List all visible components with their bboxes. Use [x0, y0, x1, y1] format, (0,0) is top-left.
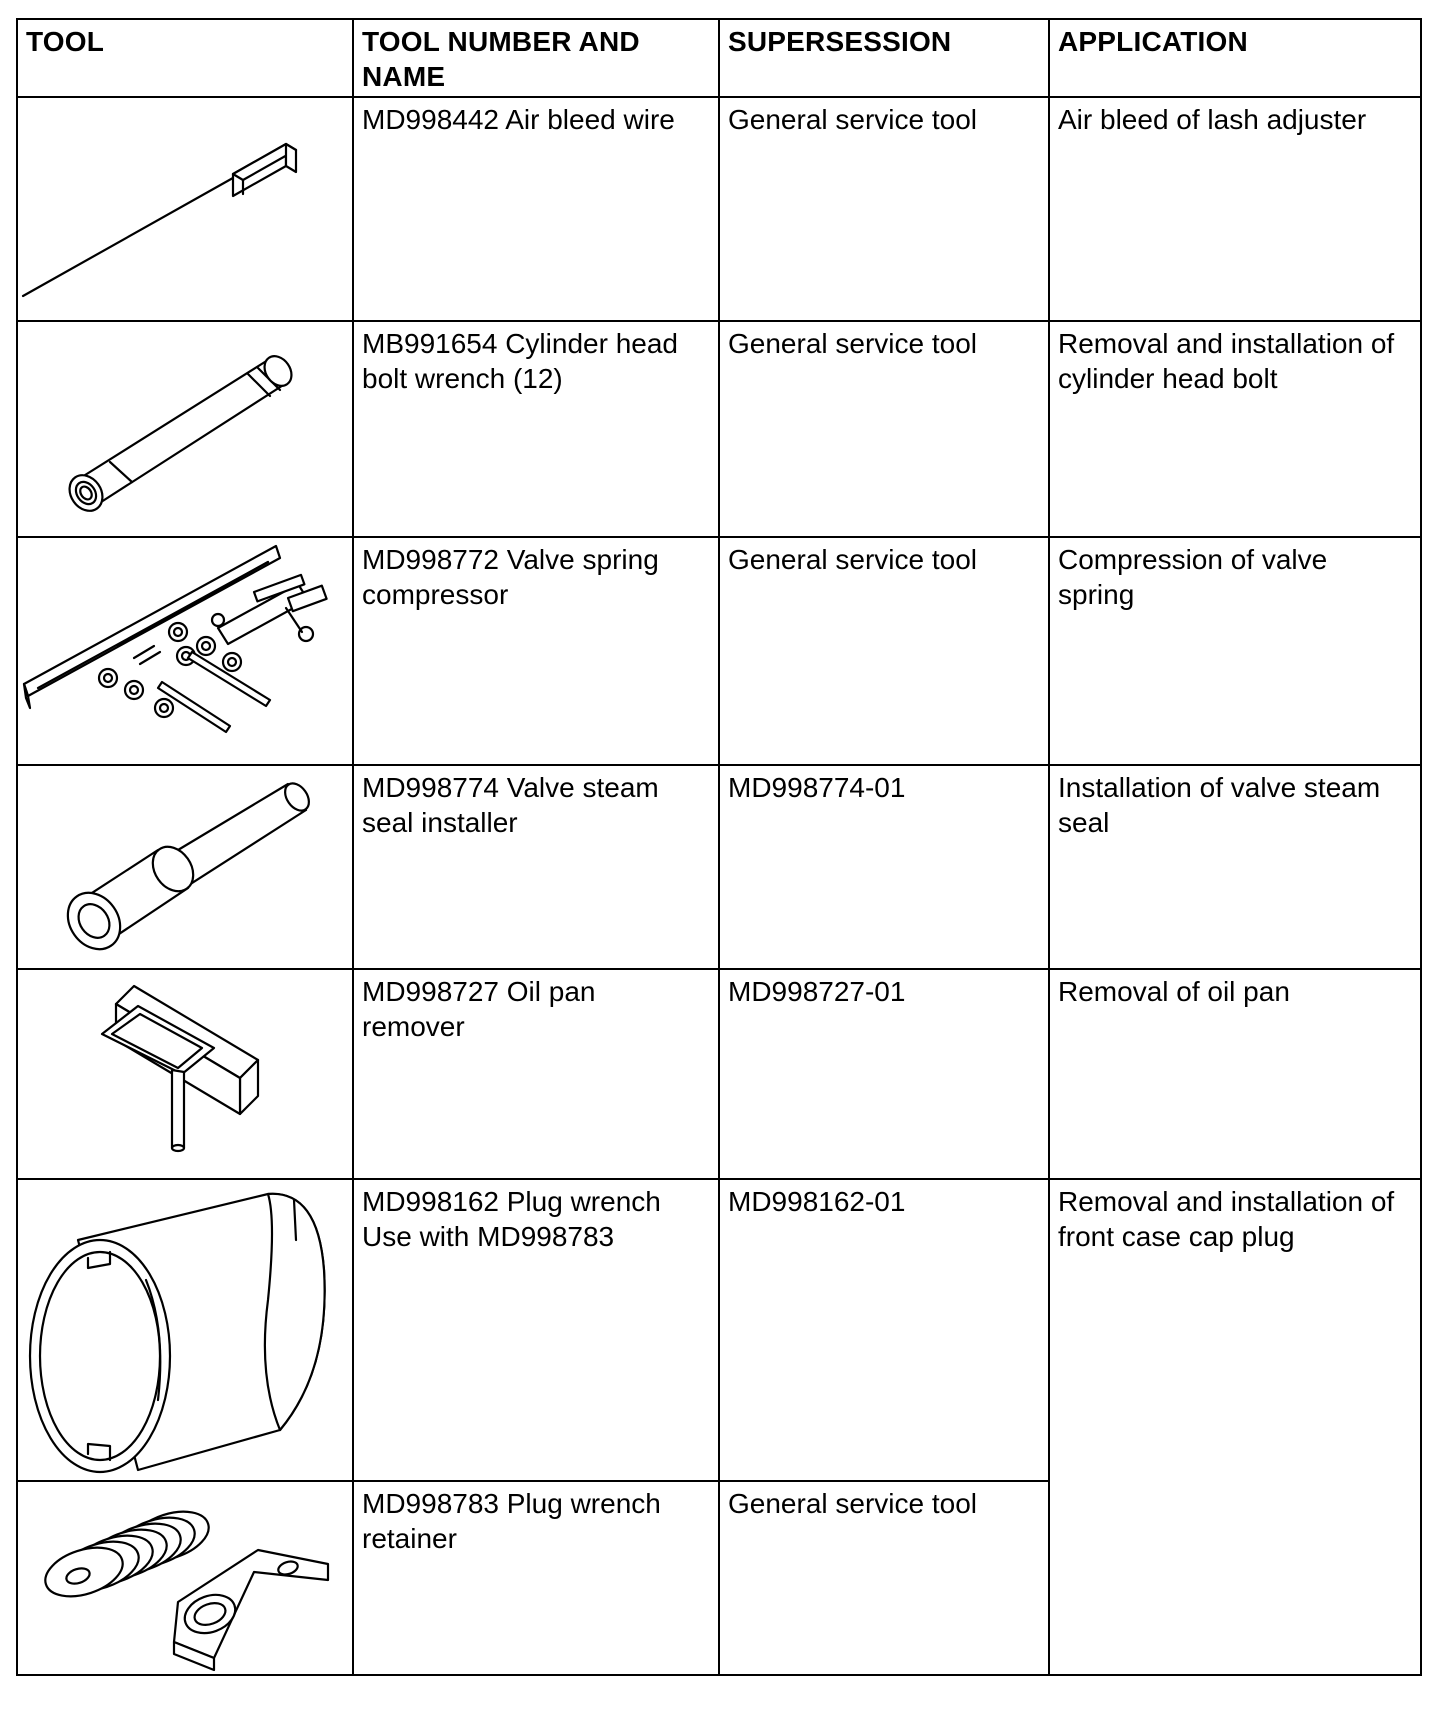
header-row	[17, 19, 1421, 97]
application-line: spring	[1058, 579, 1135, 610]
header-tool-number	[353, 19, 719, 97]
application-line: Removal and installation of	[1058, 328, 1395, 359]
tool-name-cell	[353, 97, 719, 321]
application-line: Air bleed of lash adjuster	[1058, 104, 1367, 135]
application-cell	[1049, 321, 1421, 537]
application-cell	[1049, 97, 1421, 321]
table-row	[17, 537, 1421, 765]
tool-name-line: MD998442 Air bleed wire	[362, 104, 675, 135]
table-row	[17, 1179, 1421, 1481]
application-line: Installation of valve steam	[1058, 772, 1381, 803]
tool-name-cell	[353, 765, 719, 969]
tool-name-line: Use with MD998783	[362, 1221, 615, 1252]
application-cell	[1049, 765, 1421, 969]
table-row	[17, 321, 1421, 537]
supersession-cell: General service tool	[719, 321, 1049, 537]
application-line: Compression of valve	[1058, 544, 1328, 575]
header-supersession: SUPERSESSION	[719, 19, 1049, 97]
tool-name-cell	[353, 1481, 719, 1675]
tool-name-cell	[353, 1179, 719, 1481]
tool-image-cell	[17, 97, 353, 321]
tool-image-cell	[17, 537, 353, 765]
supersession-cell: General service tool	[719, 537, 1049, 765]
table-row	[17, 969, 1421, 1179]
table-row	[17, 765, 1421, 969]
plug-wrench-icon	[18, 1180, 352, 1478]
tool-name-line: bolt wrench (12)	[362, 363, 563, 394]
supersession-cell: General service tool	[719, 1481, 1049, 1675]
application-cell	[1049, 537, 1421, 765]
tool-image-cell	[17, 1179, 353, 1481]
tool-name-line: MD998162 Plug wrench	[362, 1186, 661, 1217]
application-cell	[1049, 969, 1421, 1179]
table-row	[17, 97, 1421, 321]
supersession-cell: MD998727-01	[719, 969, 1049, 1179]
tool-name-line: MB991654 Cylinder head	[362, 328, 678, 359]
tool-name-line: compressor	[362, 579, 509, 610]
valve-spring-compressor-icon	[18, 538, 352, 762]
oil-pan-remover-icon	[18, 970, 352, 1176]
header-tool-number-line2: NAME	[362, 61, 446, 92]
tool-image-cell	[17, 321, 353, 537]
plug-wrench-retainer-icon	[18, 1482, 352, 1672]
tool-name-line: retainer	[362, 1523, 457, 1554]
air-bleed-wire-icon	[18, 98, 352, 318]
tool-name-line: remover	[362, 1011, 465, 1042]
header-tool: TOOL	[17, 19, 353, 97]
application-cell	[1049, 1179, 1421, 1675]
tool-name-line: MD998772 Valve spring	[362, 544, 659, 575]
tool-name-line: MD998783 Plug wrench	[362, 1488, 661, 1519]
supersession-cell: MD998774-01	[719, 765, 1049, 969]
tool-image-cell	[17, 765, 353, 969]
application-line: cylinder head bolt	[1058, 363, 1278, 394]
application-line: Removal of oil pan	[1058, 976, 1290, 1007]
valve-steam-seal-installer-icon	[18, 766, 352, 966]
application-line: front case cap plug	[1058, 1221, 1295, 1252]
tool-name-cell	[353, 537, 719, 765]
tool-name-cell	[353, 969, 719, 1179]
supersession-cell: General service tool	[719, 97, 1049, 321]
tool-image-cell	[17, 1481, 353, 1675]
header-tool-number-line1: TOOL NUMBER AND	[362, 26, 640, 57]
tool-name-cell	[353, 321, 719, 537]
special-tools-table	[16, 18, 1422, 1676]
application-line: seal	[1058, 807, 1110, 838]
tool-image-cell	[17, 969, 353, 1179]
tool-name-line: seal installer	[362, 807, 518, 838]
supersession-cell: MD998162-01	[719, 1179, 1049, 1481]
cylinder-head-bolt-wrench-icon	[18, 322, 352, 534]
tool-name-line: MD998727 Oil pan	[362, 976, 596, 1007]
header-application: APPLICATION	[1049, 19, 1421, 97]
application-line: Removal and installation of	[1058, 1186, 1395, 1217]
tool-name-line: MD998774 Valve steam	[362, 772, 659, 803]
